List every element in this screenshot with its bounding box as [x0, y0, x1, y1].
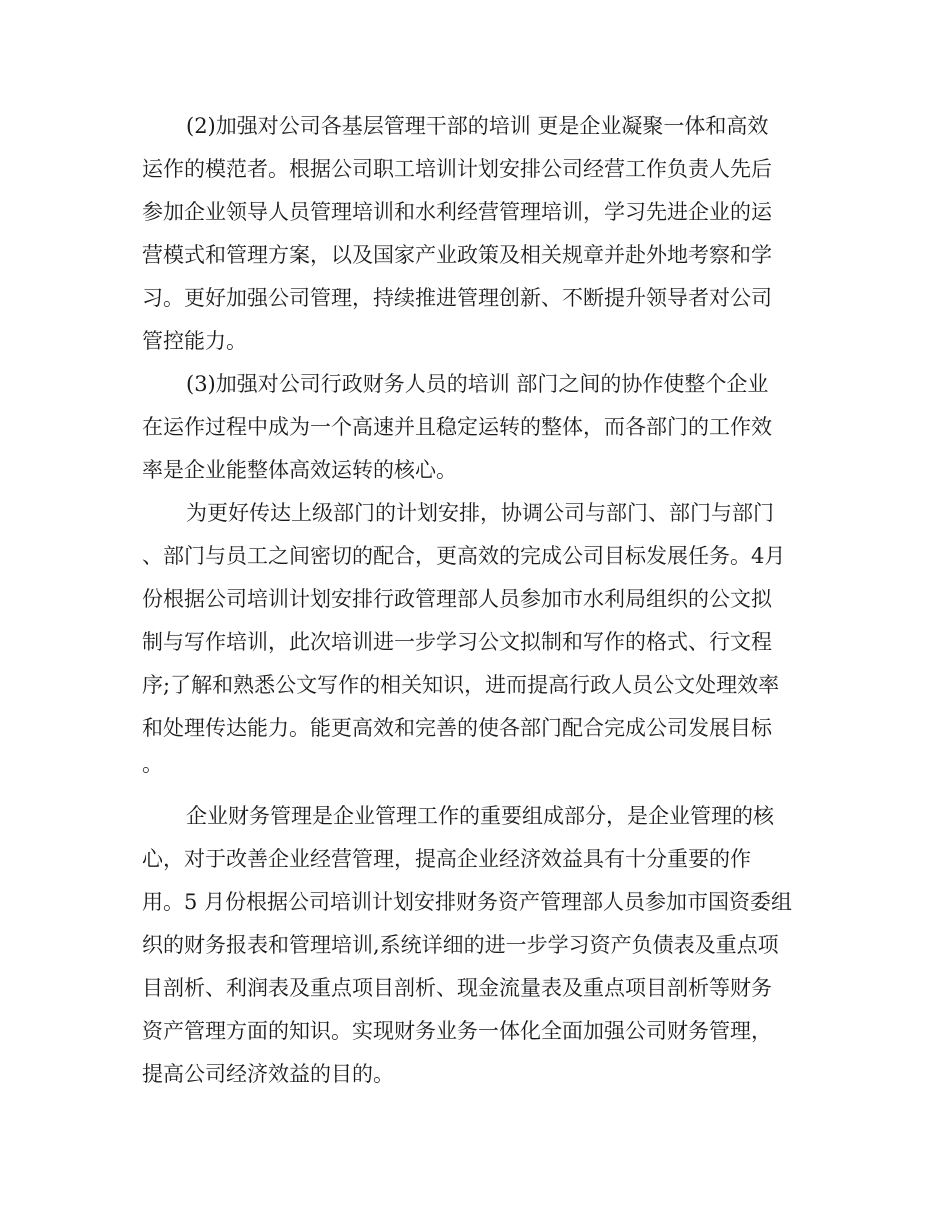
paragraph-line: 为更好传达上级部门的计划安排，协调公司与部门、部门与部门	[186, 501, 774, 525]
paragraph-line: (3)加强对公司行政财务人员的培训 部门之间的协作使整个企业	[186, 372, 769, 396]
paragraph-line: (2)加强对公司各基层管理干部的培训 更是企业凝聚一体和高效	[186, 114, 769, 138]
paragraph-line: 制与写作培训，此次培训进一步学习公文拟制和写作的格式、行文程	[142, 630, 772, 654]
paragraph-line: 运作的模范者。根据公司职工培训计划安排公司经营工作负责人先后	[142, 157, 772, 181]
paragraph-line: 企业财务管理是企业管理工作的重要组成部分，是企业管理的核	[186, 804, 774, 828]
paragraph-line: 提高公司经济效益的目的。	[142, 1062, 394, 1086]
paragraph-line: 用。5 月份根据公司培训计划安排财务资产管理部人员参加市国资委组	[142, 890, 793, 914]
paragraph-line: 心，对于改善企业经营管理，提高企业经济效益具有十分重要的作	[142, 847, 751, 871]
paragraph-line: 在运作过程中成为一个高速并且稳定运转的整体，而各部门的工作效	[142, 415, 772, 439]
paragraph-line: 习。更好加强公司管理，持续推进管理创新、不断提升领导者对公司	[142, 286, 772, 310]
paragraph-line: 营模式和管理方案，以及国家产业政策及相关规章并赴外地考察和学	[142, 243, 772, 267]
paragraph-line: 参加企业领导人员管理培训和水利经营管理培训，学习先进企业的运	[142, 200, 772, 224]
paragraph-line: 和处理传达能力。能更高效和完善的使各部门配合完成公司发展目标	[142, 716, 772, 740]
paragraph-line: 率是企业能整体高效运转的核心。	[142, 458, 457, 482]
paragraph-line: 目剖析、利润表及重点项目剖析、现金流量表及重点项目剖析等财务	[142, 976, 772, 1000]
paragraph-line: 、部门与员工之间密切的配合，更高效的完成公司目标发展任务。4月	[142, 544, 786, 568]
paragraph-line: 管控能力。	[142, 329, 247, 353]
paragraph-line: 份根据公司培训计划安排行政管理部人员参加市水利局组织的公文拟	[142, 587, 772, 611]
paragraph-line: 序;了解和熟悉公文写作的相关知识，进而提高行政人员公文处理效率	[142, 673, 780, 697]
paragraph-line: 织的财务报表和管理培训,系统详细的进一步学习资产负债表及重点项	[142, 933, 779, 957]
paragraph-line: 。	[142, 752, 163, 776]
paragraph-line: 资产管理方面的知识。实现财务业务一体化全面加强公司财务管理，	[142, 1019, 772, 1043]
